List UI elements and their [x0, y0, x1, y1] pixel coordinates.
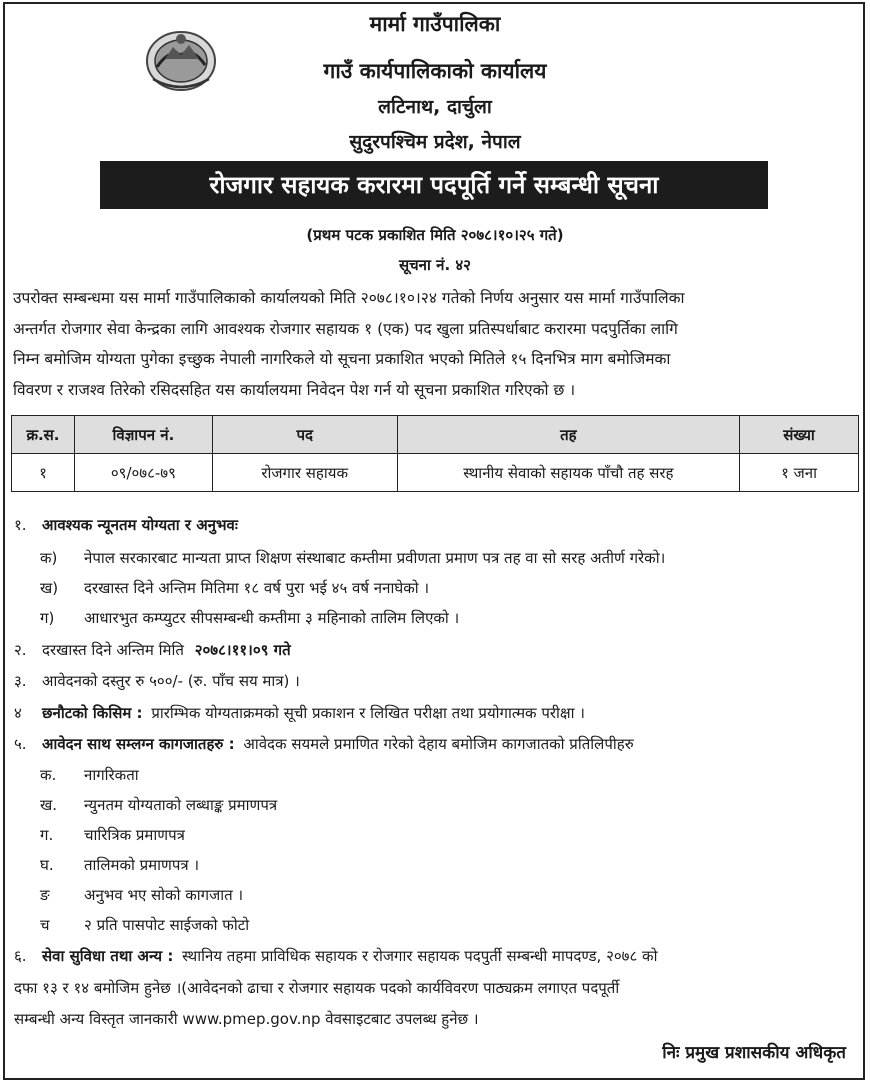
- item-label: ङ: [40, 886, 50, 904]
- selection-method: प्रारम्भिक योग्यताक्रमको सूची प्रकाशन र लिखित परीक्षा तथा प्रयोगात्मक परीक्षा ।: [151, 704, 585, 722]
- province-country: सुदुरपश्चिम प्रदेश, नेपाल: [349, 131, 521, 153]
- cell-post: रोजगार सहायक: [212, 454, 397, 492]
- cell-count: १ जना: [740, 454, 859, 492]
- item-label: ख.: [40, 796, 58, 814]
- published-date: (प्रथम पटक प्रकाशित मिति २०७८।१०।२५ गते): [306, 226, 564, 244]
- section-title: छनौटको किसिम :: [42, 704, 143, 722]
- col-header-count: संख्या: [740, 416, 859, 454]
- intro-line: अन्तर्गत रोजगार सेवा केन्द्रका लागि आवश्यक रोजगार सहायक १ (एक) पद खुला प्रतिस्पर्धाबाट करारमा पदपुर्तिका लागि: [13, 319, 678, 338]
- cell-level: स्थानीय सेवाको सहायक पाँचौ तह सरह: [397, 454, 740, 492]
- item-text: तालिमको प्रमाणपत्र ।: [84, 856, 200, 874]
- cell-serial: १: [12, 454, 75, 492]
- item-label: ग.: [40, 826, 54, 844]
- item-label: ग): [40, 609, 55, 627]
- col-header-level: तह: [397, 416, 740, 454]
- deadline-label: दरखास्त दिने अन्तिम मिति: [42, 641, 184, 659]
- deadline-date: २०७८।११।०९ गते: [194, 641, 291, 659]
- intro-line: उपरोक्त सम्बन्धमा यस मार्मा गाउँपालिकाको कार्यालयको मिति २०७८।१०।२४ गतेको निर्णय अनुसार यस मार्मा गाउँपालिका: [13, 289, 685, 307]
- office-address: लटिनाथ, दार्चुला: [378, 96, 492, 118]
- intro-line: विवरण र राजश्व तिरेको रसिदसहित यस कार्यालयमा निवेदन पेश गर्न यो सूचना प्रकाशित गरिएको छ ।: [13, 380, 576, 399]
- section-title: सेवा सुविधा तथा अन्य :: [42, 947, 174, 965]
- col-header-serial: क्र.स.: [12, 416, 75, 454]
- section-text: स्थानिय तहमा प्राविधिक सहायक र रोजगार सहायक पदपुर्ती सम्बन्धी मापदण्ड, २०७८ को: [182, 947, 658, 965]
- item-label: ख): [40, 579, 59, 597]
- table-header-row: [12, 416, 859, 454]
- section-title: आवश्यक न्यूनतम योग्यता र अनुभवः: [42, 516, 238, 534]
- item-text: आधारभुत कम्प्युटर सीपसम्बन्धी कम्तीमा ३ महिनाको तालिम लिएको ।: [84, 609, 460, 627]
- item-text: दरखास्त दिने अन्तिम मितिमा १८ वर्ष पुरा भई ४५ वर्ष ननाघेको ।: [84, 579, 430, 597]
- item-text: नेपाल सरकारबाट मान्यता प्राप्त शिक्षण संस्थाबाट कम्तीमा प्रवीणता प्रमाण पत्र तह वा सो सरह अतीर्ण गरेको।: [84, 549, 666, 567]
- section-number: ६.: [14, 947, 27, 965]
- intro-line: निम्न बमोजिम योग्यता पुगेका इच्छुक नेपाली नागरिकले यो सूचना प्रकाशित भएको मितिले १५ दिनभित्र माग बमोजिमका: [13, 350, 671, 368]
- item-text: नागरिकता: [84, 766, 139, 784]
- municipality-name: मार्मा गाउँपालिका: [369, 12, 501, 36]
- item-label: क.: [40, 766, 57, 784]
- signature-line: निः प्रमुख प्रशासकीय अधिकृत: [662, 1043, 846, 1063]
- item-label: क): [40, 549, 58, 567]
- intro-paragraph: [13, 283, 859, 405]
- item-text: चारित्रिक प्रमाणपत्र: [84, 826, 185, 844]
- item-text: २ प्रति पासपोट साईजको फोटो: [84, 916, 250, 934]
- item-text: न्युनतम योग्यताको लब्धाङ्क प्रमाणपत्र: [84, 796, 278, 814]
- section-text: दफा १३ र १४ बमोजिम हुनेछ ।(आवेदनको ढाचा र रोजगार सहायक पदको कार्यविवरण पाठ्यक्रम लगाएत पदपूर्ती: [14, 979, 620, 997]
- section-number: २.: [14, 641, 27, 659]
- notice-title: रोजगार सहायक करारमा पदपूर्ति गर्ने सम्बन्धी सूचना: [100, 161, 768, 209]
- section-title: आवेदन साथ सम्लग्न कागजातहरु :: [42, 735, 235, 753]
- col-header-ad-number: विज्ञापन नं.: [74, 416, 212, 454]
- section-text: आवेदक सयमले प्रमाणित गरेको देहाय बमोजिम कागजातको प्रतिलिपीहरु: [243, 735, 634, 753]
- section-number: १.: [14, 516, 27, 534]
- section-number: ४: [14, 704, 22, 722]
- section-number: ५.: [14, 735, 27, 753]
- item-text: अनुभव भए सोको कागजात ।: [84, 886, 244, 904]
- section-number: ३.: [14, 672, 27, 690]
- cell-ad-number: ०९/०७८-७९: [74, 454, 212, 492]
- item-label: घ.: [40, 856, 54, 874]
- col-header-post: पद: [212, 416, 397, 454]
- table-row: [12, 454, 859, 492]
- section-text: सम्बन्धी अन्य विस्तृत जानकारी www.pmep.gov.np वेवसाइटबाट उपलब्ध हुनेछ ।: [14, 1010, 479, 1028]
- item-label: च: [40, 916, 50, 934]
- office-name: गाउँ कार्यपालिकाको कार्यालय: [323, 59, 547, 83]
- application-fee: आवेदनको दस्तुर रु ५००/- (रु. पाँच सय मात्र) ।: [42, 672, 300, 690]
- vacancy-table: [11, 415, 859, 492]
- notice-number: सूचना नं. ४२: [399, 256, 471, 274]
